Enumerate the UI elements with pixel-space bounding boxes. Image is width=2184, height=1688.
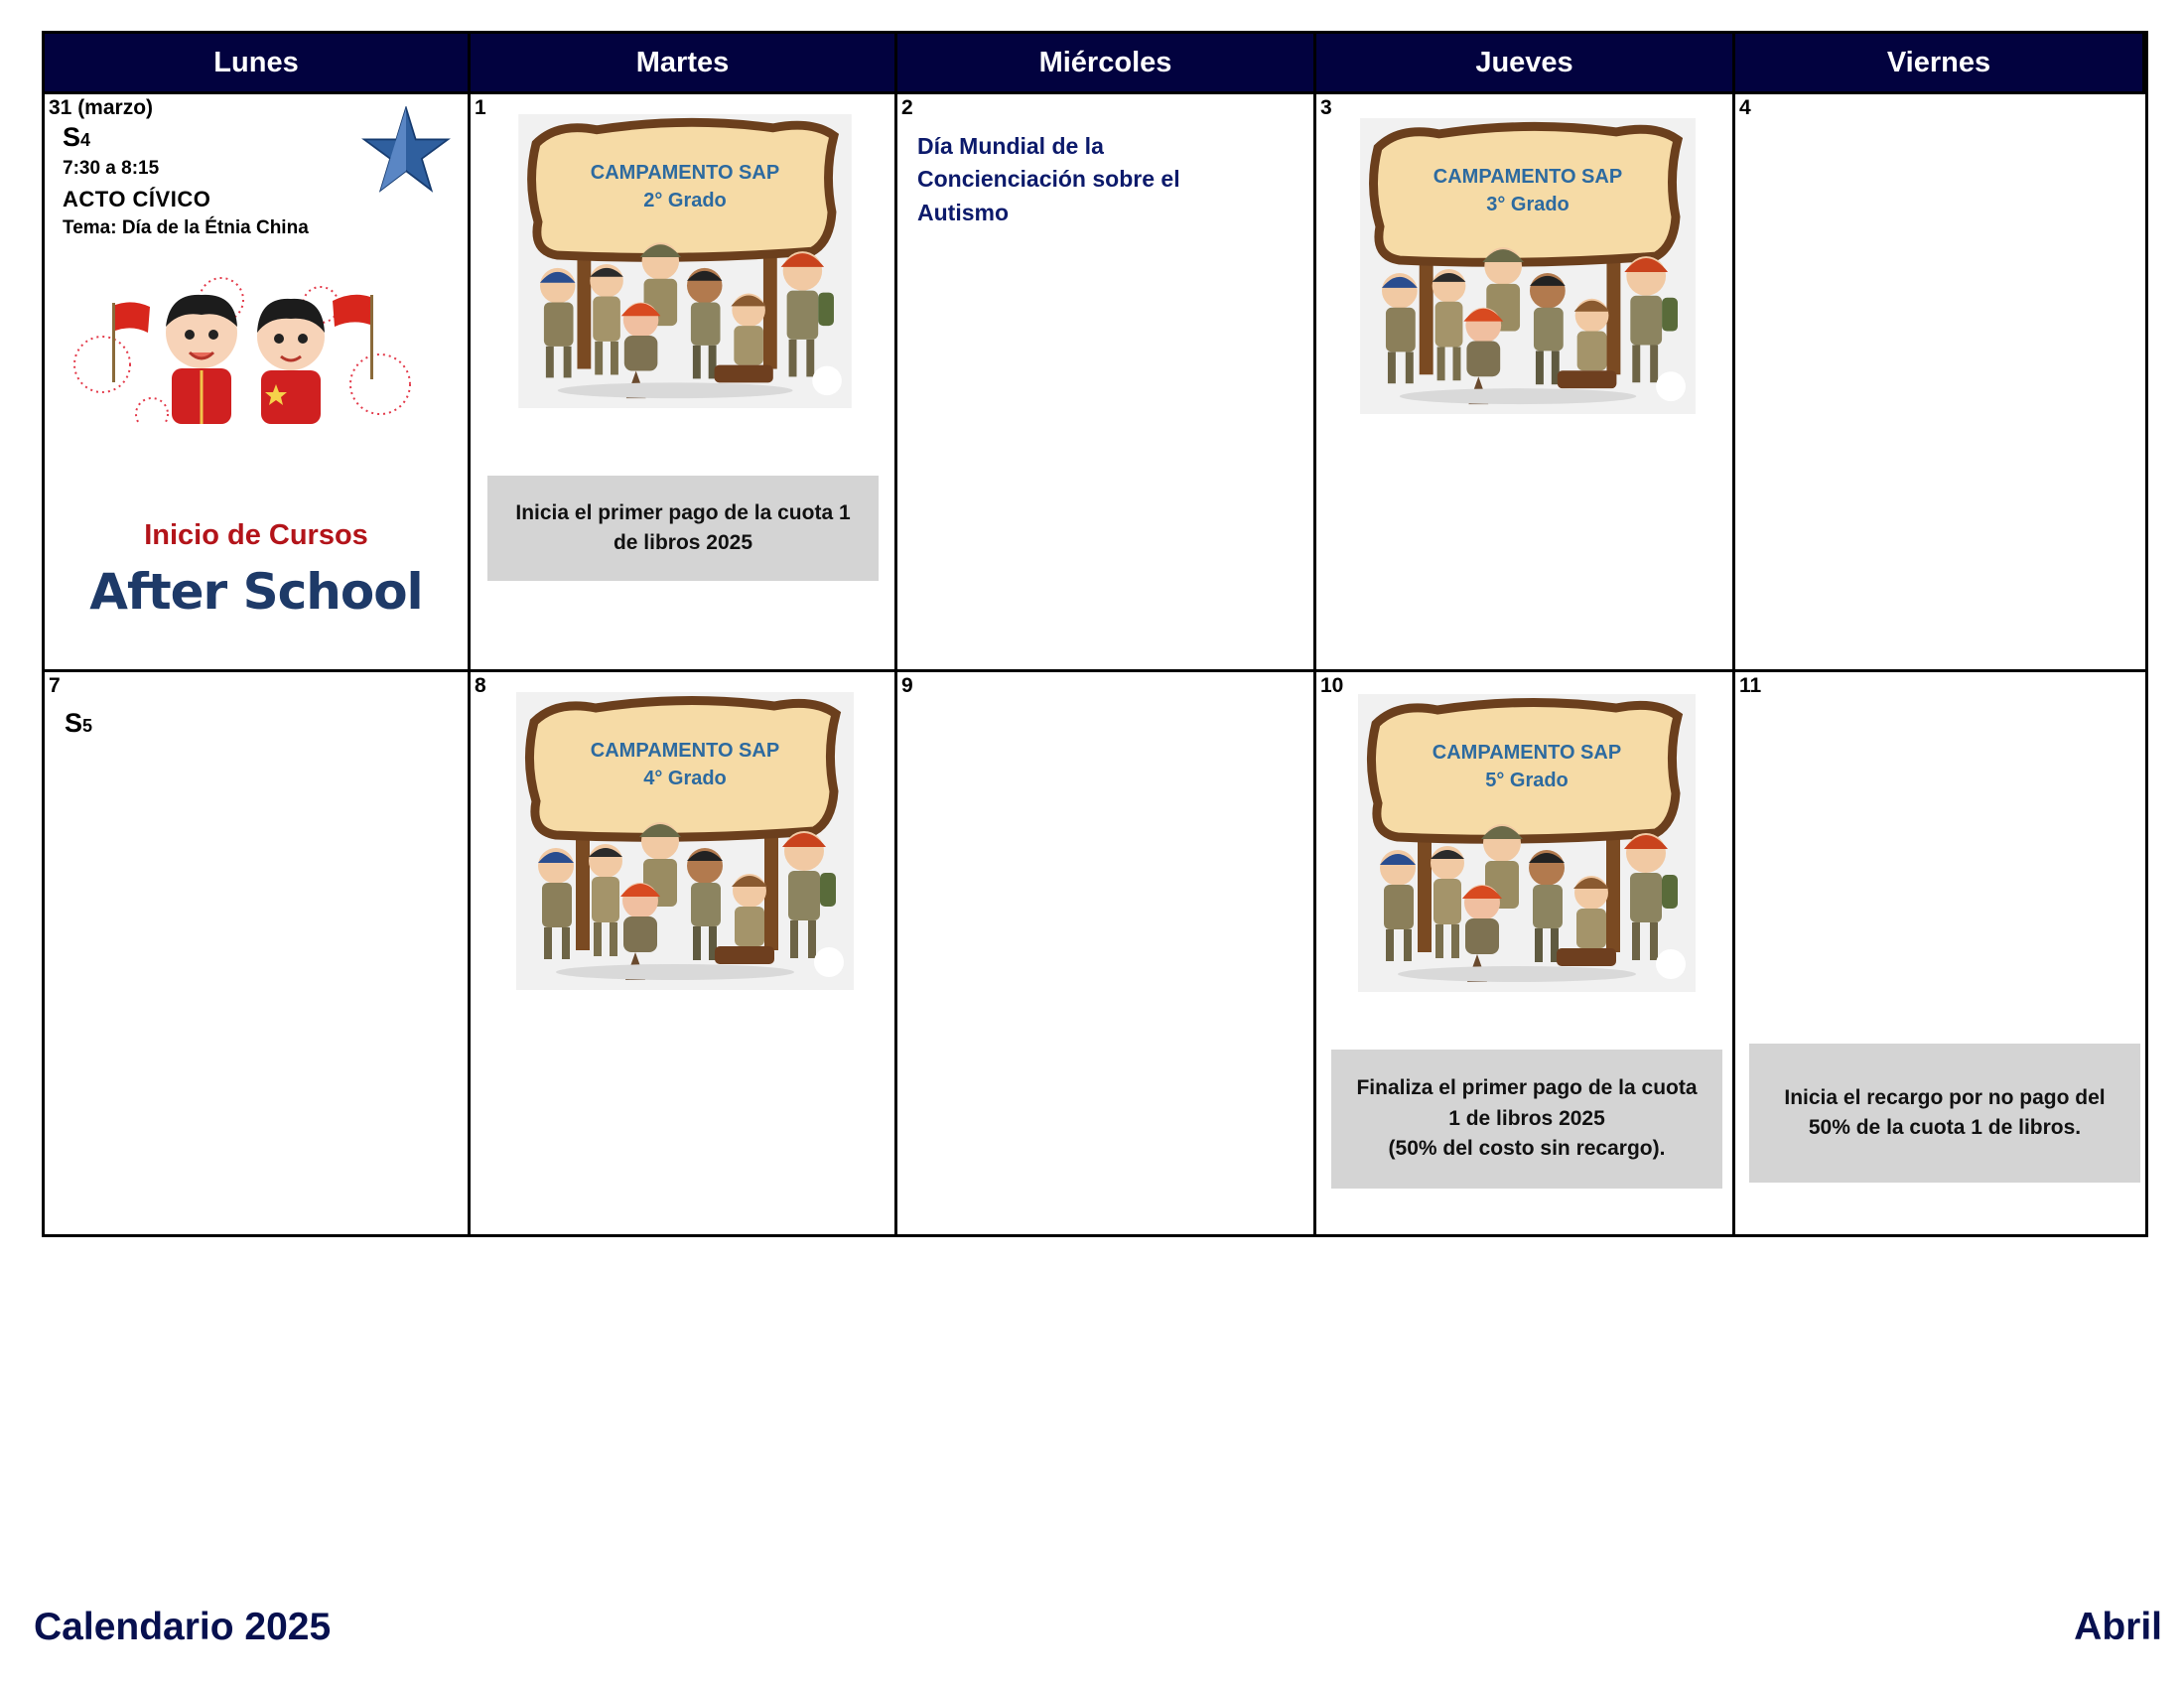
camp-title: CAMPAMENTO SAP [1433, 166, 1623, 188]
campamento-3-grado-image [1352, 118, 1704, 414]
camp-title: CAMPAMENTO SAP [590, 740, 780, 762]
day-number: 9 [901, 674, 913, 697]
day-cell-2 [897, 94, 1316, 672]
camp-grade: 5° Grado [1485, 770, 1569, 791]
day-cell-3 [1316, 94, 1735, 672]
pago-inicio-notice: Inicia el primer pago de la cuota 1 de libros 2025 [487, 476, 879, 581]
camp-title: CAMPAMENTO SAP [590, 162, 780, 184]
recargo-notice: Inicia el recargo por no pago del 50% de la cuota 1 de libros. [1749, 1044, 2140, 1183]
day-number: 8 [475, 674, 486, 697]
header-lunes: Lunes [45, 34, 471, 94]
day-cell-10 [1316, 672, 1735, 1234]
day-number: 11 [1739, 674, 1762, 697]
camp-title: CAMPAMENTO SAP [1432, 742, 1622, 764]
day-cell-4 [1735, 94, 2145, 672]
day-number: 1 [475, 96, 486, 119]
day-cell-11 [1735, 672, 2145, 1234]
day-cell-8 [471, 672, 897, 1234]
china-kids-illustration [63, 275, 420, 424]
after-school-logo: After School [89, 563, 423, 621]
star-icon [358, 106, 454, 194]
calendar-year-title: Calendario 2025 [34, 1606, 332, 1648]
week-label: S4 [63, 122, 91, 152]
pago-fin-line1: Finaliza el primer pago de la cuota 1 de libros 2025 [1356, 1076, 1698, 1130]
day-number: 31 (marzo) [49, 96, 154, 119]
day-number: 10 [1320, 674, 1344, 697]
pago-fin-notice [1331, 1050, 1722, 1189]
month-title: Abril [2074, 1606, 2162, 1648]
event-time: 7:30 a 8:15 [63, 158, 160, 179]
week-label: S5 [65, 708, 93, 738]
campamento-2-grado-image [514, 114, 856, 408]
day-number: 7 [49, 674, 61, 697]
header-miercoles: Miércoles [897, 34, 1316, 94]
pago-fin-line2: (50% del costo sin recargo). [1388, 1137, 1666, 1161]
camp-grade: 2° Grado [643, 190, 727, 211]
campamento-4-grado-image [508, 692, 862, 990]
header-martes: Martes [471, 34, 897, 94]
day-cell-31-marzo [45, 94, 471, 672]
event-title: ACTO CÍVICO [63, 187, 211, 211]
day-cell-7 [45, 672, 471, 1234]
event-theme: Tema: Día de la Étnia China [63, 217, 309, 238]
inicio-cursos-text: Inicio de Cursos [144, 519, 368, 551]
day-number: 3 [1320, 96, 1332, 119]
campamento-5-grado-image [1348, 694, 1706, 992]
camp-grade: 4° Grado [643, 768, 727, 789]
header-jueves: Jueves [1316, 34, 1735, 94]
day-cell-9 [897, 672, 1316, 1234]
autismo-event-text: Día Mundial de la Concienciación sobre el Autismo [917, 133, 1180, 225]
day-cell-1 [471, 94, 897, 672]
calendar-grid [42, 31, 2148, 1237]
camp-grade: 3° Grado [1486, 194, 1570, 215]
day-number: 4 [1739, 96, 1751, 119]
day-number: 2 [901, 96, 913, 119]
header-viernes: Viernes [1735, 34, 2145, 94]
